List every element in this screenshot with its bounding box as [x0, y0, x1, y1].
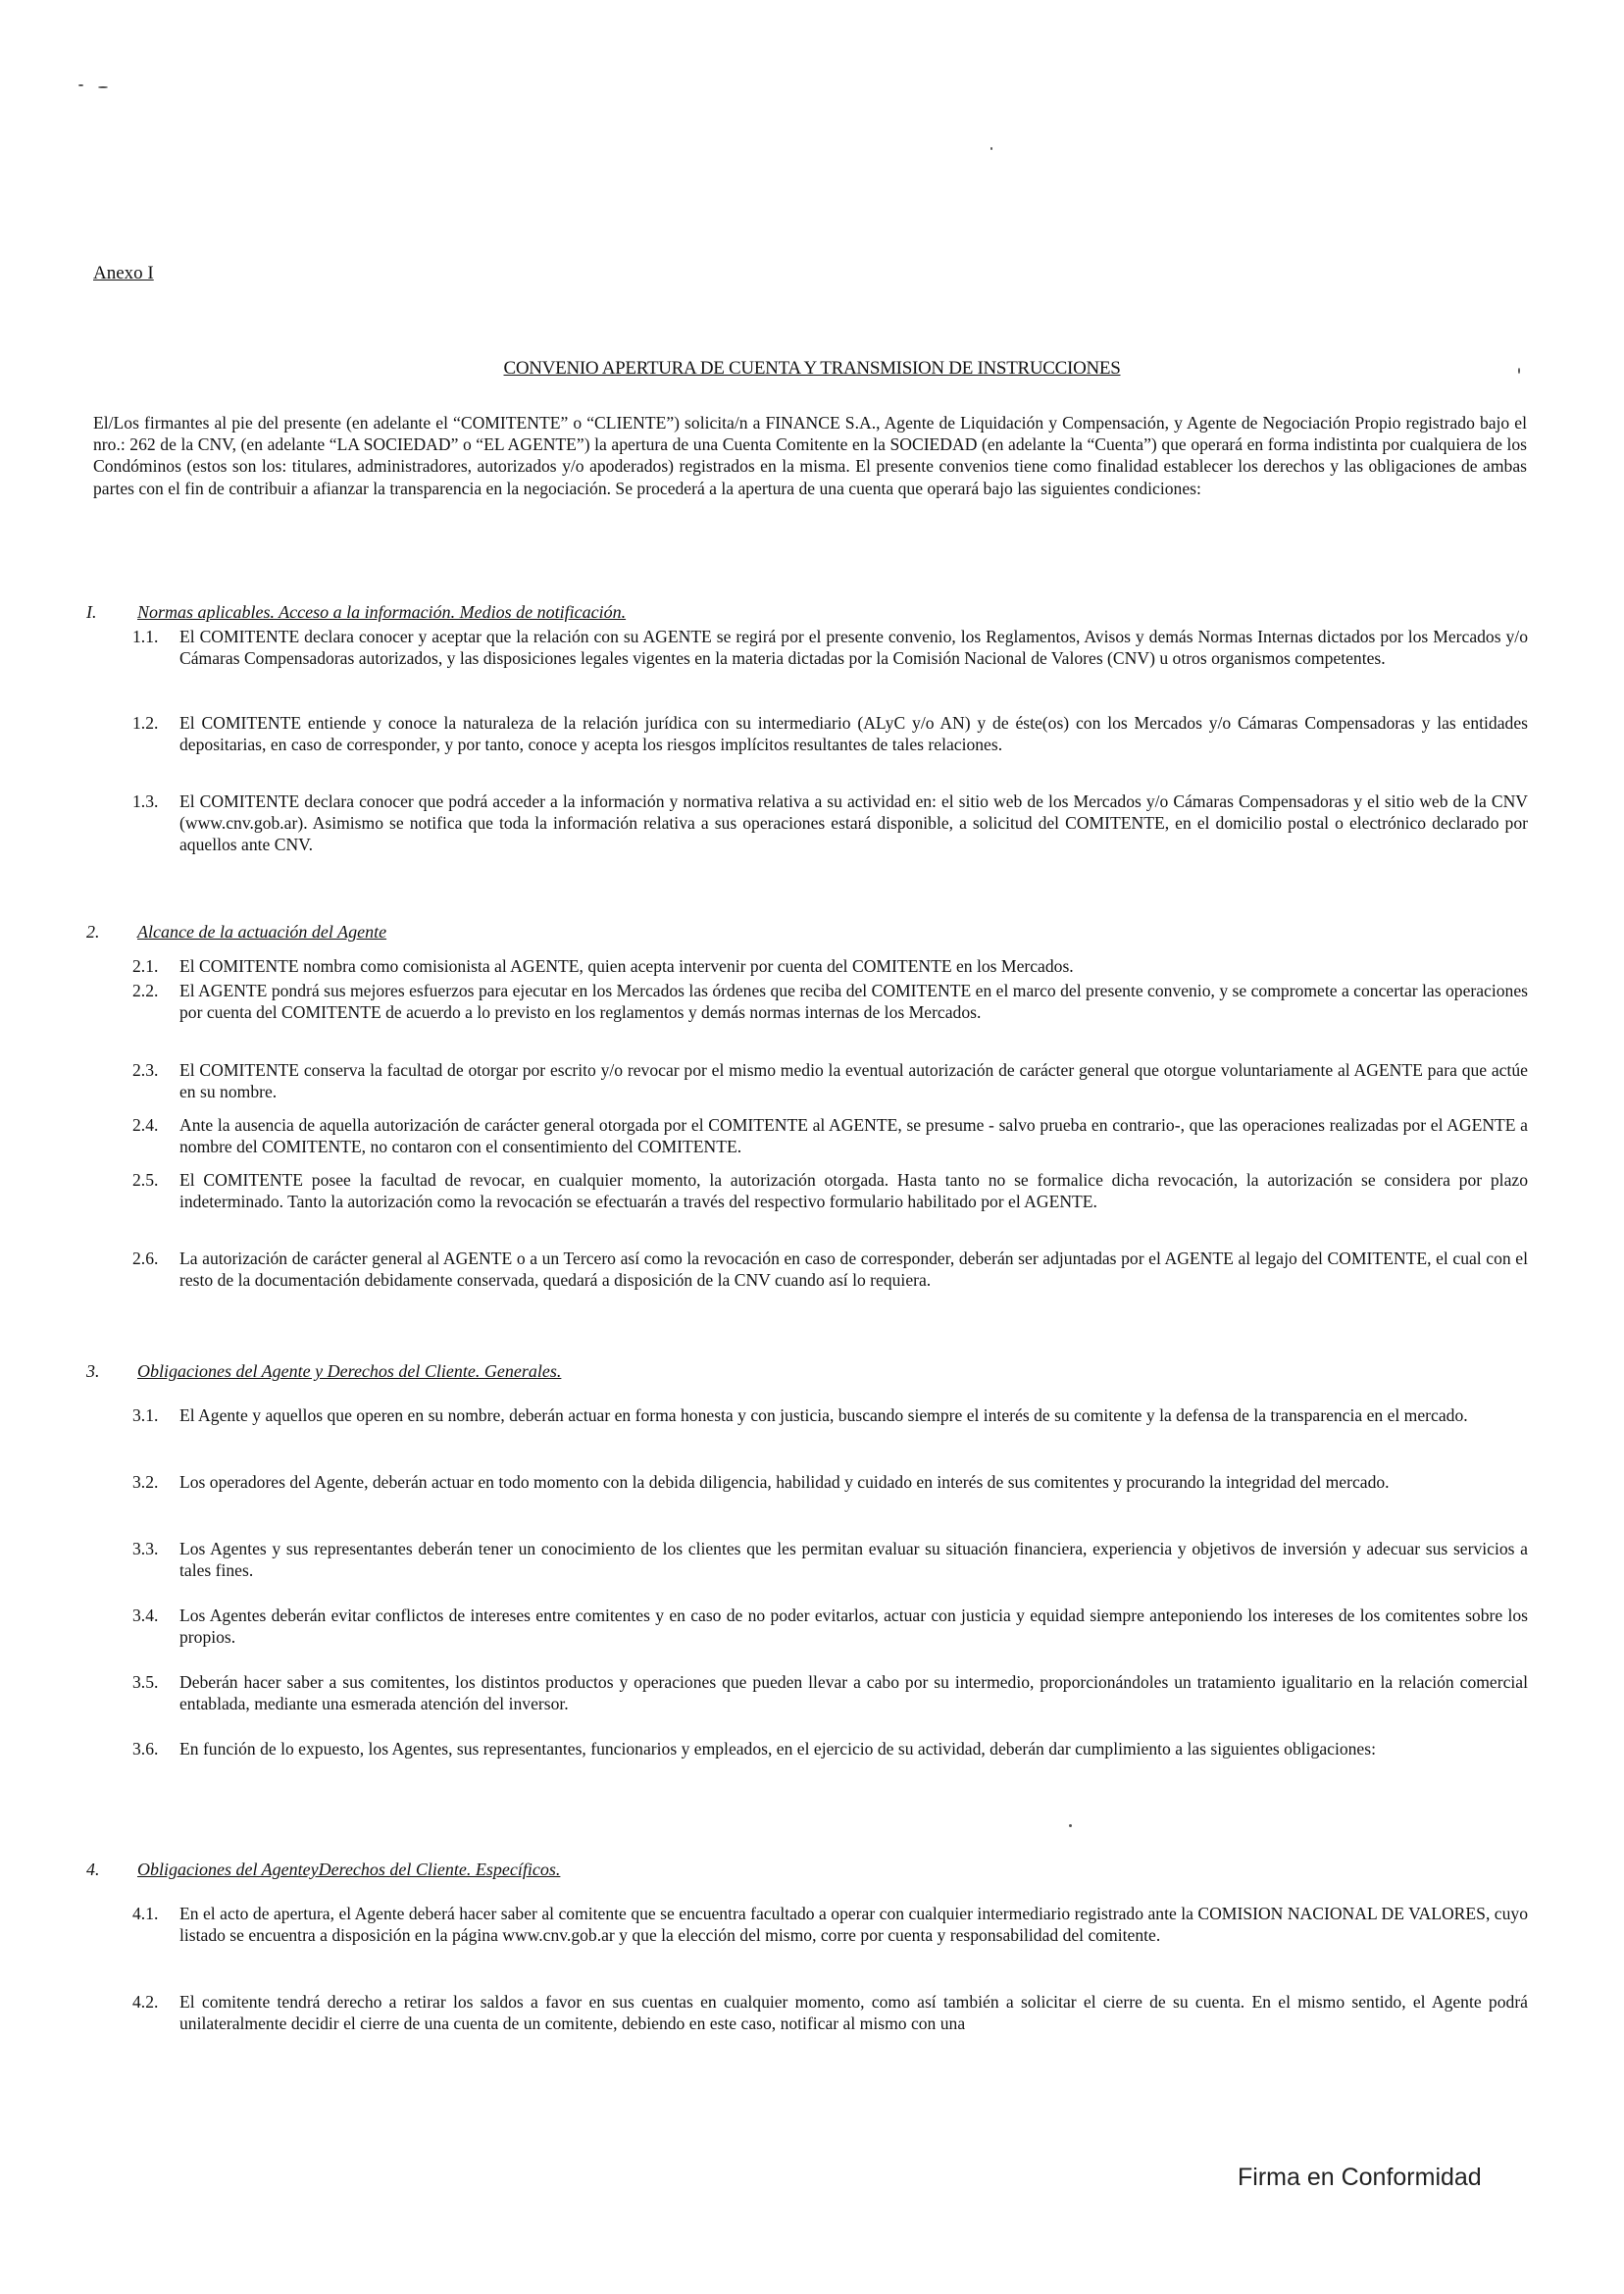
clause: [132, 980, 1528, 1023]
clause: [132, 1471, 1528, 1493]
clause-number: 2.3.: [132, 1060, 159, 1080]
section-number: 4.: [86, 1860, 100, 1879]
clause-number: 4.2.: [132, 1992, 159, 2012]
scan-speck: [990, 147, 992, 150]
clause: [132, 712, 1528, 755]
clause-number: 2.2.: [132, 981, 159, 1000]
clause: [132, 1605, 1528, 1648]
clause: [132, 1169, 1528, 1212]
clause-text: El COMITENTE conserva la facultad de otorgar por escrito y/o revocar por el mismo medio la eventual autorización de carácter general que otorgue voluntariamente al AGENTE para que actúe en su nombre.: [179, 1060, 1528, 1102]
clause-text: Deberán hacer saber a sus comitentes, los distintos productos y operaciones que pueden llevar a cabo por su intermedio, proporcionándoles un tratamiento igualitario en la relación comercial entablada, mediante una esmerada atención del inversor.: [179, 1672, 1528, 1714]
clause-number: 3.4.: [132, 1606, 159, 1625]
clause-number: 3.5.: [132, 1672, 159, 1692]
intro-paragraph: El/Los firmantes al pie del presente (en adelante el “COMITENTE” o “CLIENTE”) solicita/n a FINANCE S.A., Agente de Liquidación y Compensación, y Agente de Negociación Propio registrado bajo el nro.: 262 de la CNV, (en adelante “LA SOCIEDAD” o “EL AGENTE”) la apertura de una Cuenta Comitente en la SOCIEDAD (en adelante la “Cuenta”) que operará en forma indistinta por cualquiera de los Condóminos (estos son los: titulares, administradores, autorizados y/o apoderados) registrados en la misma. El presente convenios tiene como finalidad establecer los derechos y las obligaciones de ambas partes con el fin de contribuir a afianzar la transparencia en la negociación. Se procederá a la apertura de una cuenta que operará bajo las siguientes condiciones:: [93, 413, 1527, 498]
clause-number: 2.5.: [132, 1170, 159, 1190]
section-number: 3.: [86, 1361, 100, 1381]
clause: [132, 626, 1528, 669]
clause-number: 3.1.: [132, 1405, 159, 1425]
clause: [132, 1991, 1528, 2034]
section-title: Obligaciones del Agente y Derechos del Cliente. Generales.: [137, 1361, 562, 1381]
clause-number: 1.2.: [132, 713, 159, 733]
clause: [132, 955, 1528, 977]
section-heading: [86, 1860, 1528, 1880]
clause-text: El Agente y aquellos que operen en su nombre, deberán actuar en forma honesta y con justicia, buscando siempre el interés de su comitente y la defensa de la transparencia en el mercado.: [179, 1405, 1468, 1425]
clause-text: El COMITENTE posee la facultad de revocar, en cualquier momento, la autorización otorgada. Hasta tanto no se formalice dicha revocación, la autorización se considera por plazo indeterminado. Tanto la autorización como la revocación se efectuarán a través del respectivo formulario habilitado por el AGENTE.: [179, 1170, 1528, 1212]
clause: [132, 1248, 1528, 1291]
clause: [132, 1404, 1528, 1426]
section-number: I.: [86, 602, 97, 622]
clause-number: 3.6.: [132, 1739, 159, 1759]
scan-speck: [98, 86, 108, 88]
annex-label: Anexo I: [93, 263, 154, 283]
clause: [132, 1671, 1528, 1714]
clause-number: 2.4.: [132, 1115, 159, 1135]
document-title: CONVENIO APERTURA DE CUENTA Y TRANSMISION DE INSTRUCCIONES: [503, 358, 1121, 379]
clause-number: 3.3.: [132, 1539, 159, 1558]
clause-text: La autorización de carácter general al AGENTE o a un Tercero así como la revocación en caso de corresponder, deberán ser adjuntadas por el AGENTE al legajo del COMITENTE, el cual con el resto de la documentación debidamente conservada, quedará a disposición de la CNV cuando así lo requiera.: [179, 1249, 1528, 1291]
signature-label: Firma en Conformidad: [1238, 2164, 1482, 2191]
clause-number: 1.1.: [132, 627, 159, 646]
clause-text: En función de lo expuesto, los Agentes, sus representantes, funcionarios y empleados, en el ejercicio de su actividad, deberán dar cumplimiento a las siguientes obligaciones:: [179, 1739, 1376, 1759]
clause-number: 1.3.: [132, 791, 159, 811]
clause-text: El COMITENTE declara conocer que podrá acceder a la información y normativa relativa a su actividad en: el sitio web de los Mercados y/o Cámaras Compensadoras y el sitio web de la CNV (www.cnv.gob.ar). Asimismo se notifica que toda la información relativa a sus operaciones estará disponible, a solicitud del COMITENTE, en el domicilio postal o electrónico declarado por aquellos ante CNV.: [179, 791, 1528, 855]
clause: [132, 1903, 1528, 1946]
clause-text: Ante la ausencia de aquella autorización de carácter general otorgada por el COMITENTE al AGENTE, se presume - salvo prueba en contrario-, que las operaciones realizadas por el AGENTE a nombre del COMITENTE, no contaron con el consentimiento del COMITENTE.: [179, 1115, 1528, 1157]
section-heading: [86, 602, 1528, 623]
clause: [132, 790, 1528, 856]
section-title: Obligaciones del AgenteyDerechos del Cliente. Específicos.: [137, 1860, 561, 1879]
section-title: Alcance de la actuación del Agente: [137, 922, 387, 942]
clause-text: En el acto de apertura, el Agente deberá hacer saber al comitente que se encuentra facultado a operar con cualquier intermediario registrado ante la COMISION NACIONAL DE VALORES, cuyo listado se encuentra a disposición en la página www.cnv.gob.ar y que la elección del mismo, corre por cuenta y responsabilidad del comitente.: [179, 1904, 1528, 1946]
section-heading: [86, 1361, 1528, 1382]
clause-text: El COMITENTE nombra como comisionista al AGENTE, quien acepta intervenir por cuenta del COMITENTE en los Mercados.: [179, 956, 1074, 976]
clause-text: Los Agentes deberán evitar conflictos de intereses entre comitentes y en caso de no poder evitarlos, actuar con justicia y equidad siempre anteponiendo los intereses de los comitentes sobre los propios.: [179, 1606, 1528, 1648]
scan-speck: [78, 84, 83, 86]
clause: [132, 1738, 1528, 1759]
clause-number: 2.6.: [132, 1249, 159, 1268]
clause: [132, 1059, 1528, 1102]
section-heading: [86, 922, 1528, 943]
clause: [132, 1538, 1528, 1581]
clause: [132, 1114, 1528, 1157]
clause-text: Los Agentes y sus representantes deberán tener un conocimiento de los clientes que les permitan evaluar su situación financiera, experiencia y objetivos de inversión y adecuar sus servicios a tales fines.: [179, 1539, 1528, 1581]
clause-text: El AGENTE pondrá sus mejores esfuerzos para ejecutar en los Mercados las órdenes que reciba del COMITENTE en el marco del presente convenio, y se compromete a concertar las operaciones por cuenta del COMITENTE de acuerdo a lo previsto en los reglamentos y demás normas internas de los Mercados.: [179, 981, 1528, 1023]
section-title: Normas aplicables. Acceso a la información. Medios de notificación.: [137, 602, 627, 622]
clause-text: Los operadores del Agente, deberán actuar en todo momento con la debida diligencia, habilidad y cuidado en interés de sus comitentes y procurando la integridad del mercado.: [179, 1472, 1390, 1492]
clause-text: El COMITENTE entiende y conoce la naturaleza de la relación jurídica con su intermediario (ALyC y/o AN) y de éste(os) con los Mercados y/o Cámaras Compensadoras y las entidades depositarias, en caso de corresponder, y por tanto, conoce y acepta los riesgos implícitos resultantes de tales relaciones.: [179, 713, 1528, 755]
clause-number: 3.2.: [132, 1472, 159, 1492]
clause-number: 4.1.: [132, 1904, 159, 1923]
clause-number: 2.1.: [132, 956, 159, 976]
section-number: 2.: [86, 922, 100, 942]
scan-speck: [1069, 1824, 1072, 1827]
clause-text: El COMITENTE declara conocer y aceptar que la relación con su AGENTE se regirá por el presente convenio, los Reglamentos, Avisos y demás Normas Internas dictados por los Mercados y/o Cámaras Compensadoras autorizados, y las disposiciones legales vigentes en la materia dictadas por la Comisión Nacional de Valores (CNV) u otros organismos competentes.: [179, 627, 1528, 669]
clause-text: El comitente tendrá derecho a retirar los saldos a favor en sus cuentas en cualquier momento, como así también a solicitar el cierre de su cuenta. En el mismo sentido, el Agente podrá unilateralmente decidir el cierre de una cuenta de un comitente, debiendo en este caso, notificar al mismo con una: [179, 1992, 1528, 2034]
